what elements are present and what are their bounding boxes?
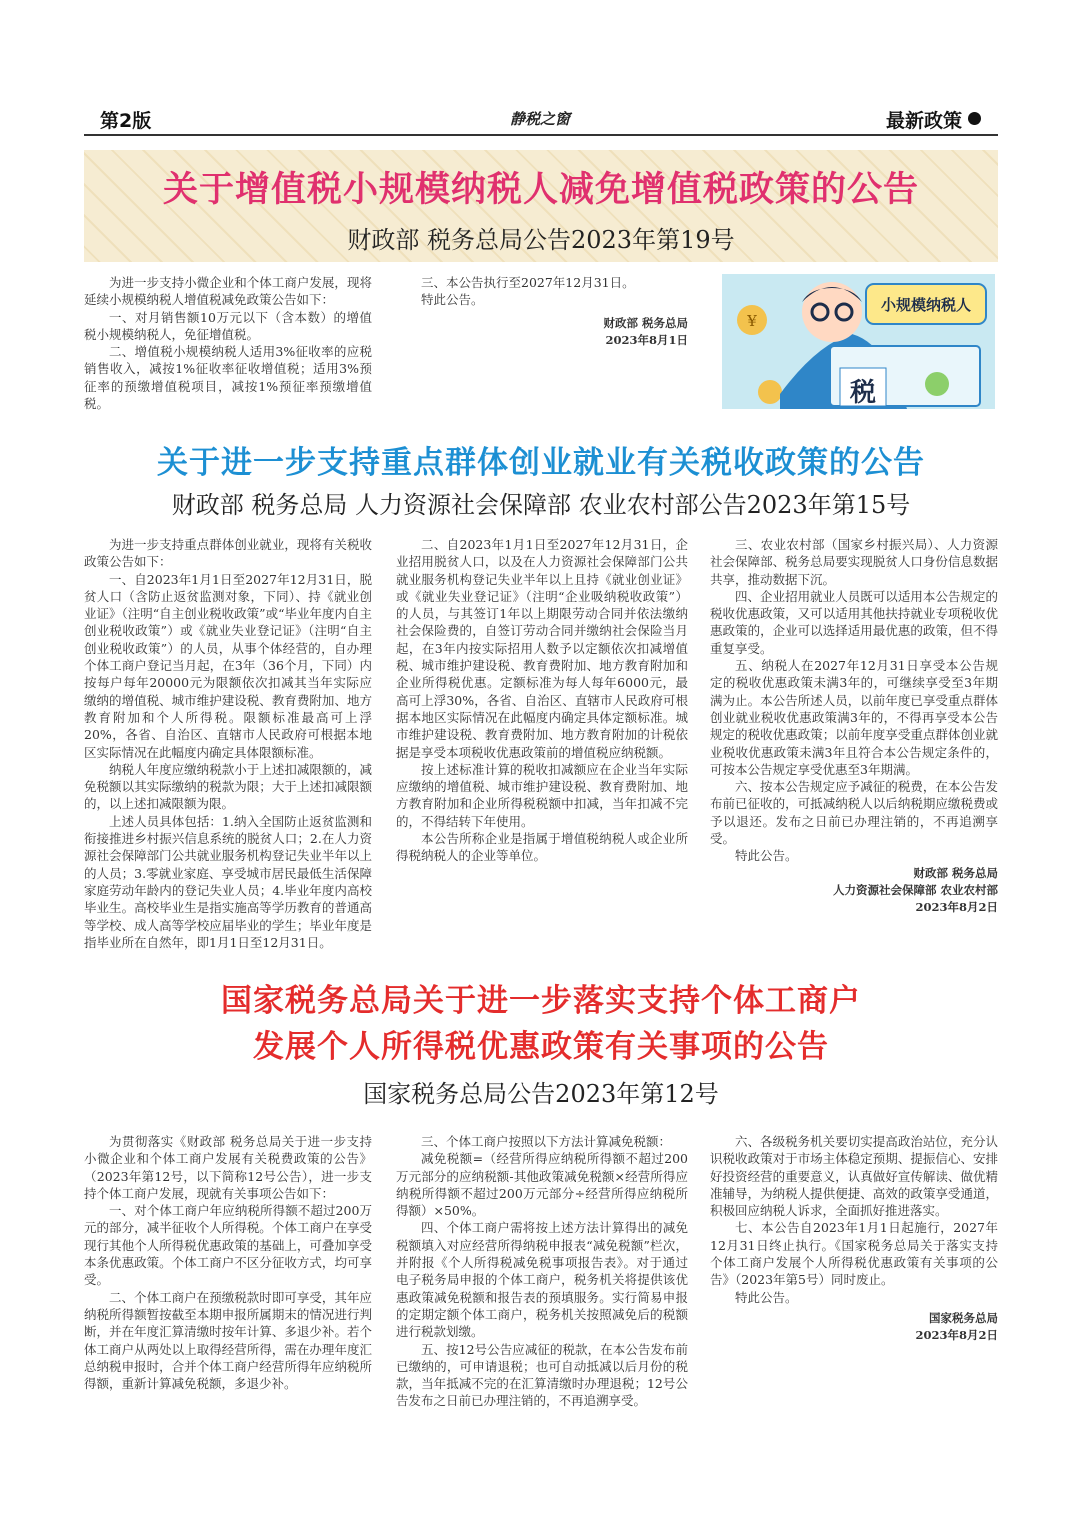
article1-column-1: [84, 274, 372, 412]
signature: 国家税务总局: [929, 1310, 998, 1325]
section-name: 最新政策: [885, 110, 962, 132]
signature: 人力资源社会保障部 农业农村部: [832, 882, 998, 897]
article2-subtitle: 财政部 税务总局 人力资源社会保障部 农业农村部公告2023年第15号: [171, 491, 911, 519]
paragraph: 特此公告。: [421, 292, 484, 308]
paragraph: 为进一步支持重点群体创业就业，现将有关税收政策公告如下：: [84, 537, 372, 570]
article1-column-2: [396, 274, 688, 349]
article2-column-2: [396, 536, 688, 865]
paragraph: 六、各级税务机关要切实提高政治站位，充分认识税收政策对于市场主体稳定预期、提振信心、安排好投资经营的重要意义，认真做好宣传解读、做优精准辅导，为纳税人提供便捷、高效的政策享受通道，积极回应纳税人诉求，全面抓好推进落实。: [710, 1134, 998, 1219]
paragraph: 上述人员具体包括：1.纳入全国防止返贫监测和衔接推进乡村振兴信息系统的脱贫人口；2.在人力资源社会保障部门公共就业服务机构登记失业半年以上的人员；3.零就业家庭、享受城市居民最低生活保障家庭劳动年龄内的登记失业人员；4.毕业年度内高校毕业生。高校毕业生是指实施高等学历教育的普通高等学校、成人高等学校应届毕业的学生；毕业年度是指毕业所在自然年，即1月1日至12月31日。: [84, 813, 372, 950]
signature-date: 2023年8月2日: [915, 900, 998, 915]
signature-date: 2023年8月2日: [915, 1328, 998, 1343]
page-number: 第2版: [100, 110, 152, 132]
paragraph: 按上述标准计算的税收扣减额应在企业当年实际应缴纳的增值税、城市维护建设税、教育费附加、地方教育附加和企业所得税税额中扣减，当年扣减不完的，不得结转下年使用。: [396, 761, 688, 829]
paragraph: 纳税人年度应缴纳税款小于上述扣减限额的，减免税额以其实际缴纳的税款为限；大于上述扣减限额的，以上述扣减限额为限。: [84, 761, 372, 812]
signature-date: 2023年8月1日: [605, 332, 688, 347]
paragraph: 一、自2023年1月1日至2027年12月31日，脱贫人口（含防止返贫监测对象，下同）、持《就业创业证》（注明“自主创业税收政策”或“毕业年度内自主创业税收政策”）或《就业失业登记证》（注明“自主创业税收政策”）的人员，从事个体经营的，自办理个体工商户登记当月起，在3年（36个月，下同）内按每户每年20000元为限额依次扣减其当年实际应缴纳的增值税、城市维护建设税、教育费附加、地方教育附加和个人所得税。限额标准最高可上浮20%，各省、自治区、直辖市人民政府可根据本地区实际情况在此幅度内确定具体限额标准。: [84, 571, 372, 760]
paragraph: 二、自2023年1月1日至2027年12月31日，企业招用脱贫人口，以及在人力资源社会保障部门公共就业服务机构登记失业半年以上且持《就业创业证》或《就业失业登记证》（注明“企业吸纳税收政策”）的人员，与其签订1年以上期限劳动合同并依法缴纳社会保险费的，自签订劳动合同并缴纳社会保险当月起，在3年内按实际招用人数予以定额依次扣减增值税、城市维护建设税、教育费附加、地方教育附加和企业所得税优惠。定额标准为每人每年6000元，最高可上浮30%，各省、自治区、直辖市人民政府可根据本地区实际情况在此幅度内确定具体定额标准。城市维护建设税、教育费附加、地方教育附加的计税依据是享受本项税收优惠政策前的增值税应纳税额。: [396, 537, 688, 760]
masthead: 静税之窗: [509, 110, 570, 128]
paragraph: 为贯彻落实《财政部 税务总局关于进一步支持小微企业和个体工商户发展有关税费政策的公告》（2023年第12号，以下简称12号公告），进一步支持个体工商户发展，现就有关事项公告如下：: [84, 1134, 372, 1201]
article3-column-2: [396, 1133, 688, 1410]
paragraph: 三、个体工商户按照以下方法计算减免税额：: [421, 1134, 672, 1149]
article1-title: 关于增值税小规模纳税人减免增值税政策的公告: [162, 170, 919, 210]
article2-title: 关于进一步支持重点群体创业就业有关税收政策的公告: [157, 445, 925, 481]
article2-column-3: [710, 536, 998, 917]
paragraph: 六、按本公告规定应予减征的税费，在本公告发布前已征收的，可抵减纳税人以后纳税期应缴税费或予以退还。发布之日前已办理注销的，不再追溯享受。: [710, 779, 998, 847]
signature: 财政部 税务总局: [913, 865, 998, 880]
article3-column-1: [84, 1133, 372, 1392]
paragraph: 特此公告。: [735, 1289, 798, 1305]
paragraph: 五、按12号公告应减征的税款，在本公告发布前已缴纳的，可申请退税；也可自动抵减以后月份的税款，当年抵减不完的在汇算清缴时办理退税；12号公告发布之日前已办理注销的，不再追溯享受。: [396, 1341, 688, 1409]
illustration-label: 小规模纳税人: [880, 296, 971, 314]
paragraph: 四、企业招用就业人员既可以适用本公告规定的税收优惠政策，又可以适用其他扶持就业专项税收优惠政策的，企业可以选择适用最优惠的政策，但不得重复享受。: [710, 588, 998, 656]
paragraph: 三、农业农村部（国家乡村振兴局）、人力资源社会保障部、税务总局要实现脱贫人口身份信息数据共享，推动数据下沉。: [710, 537, 998, 587]
article3-title: [84, 978, 998, 1070]
signature: 财政部 税务总局: [603, 315, 688, 330]
paragraph: 三、本公告执行至2027年12月31日。: [421, 275, 635, 290]
article3-title-line-1: 国家税务总局关于进一步落实支持个体工商户: [221, 983, 861, 1019]
bullet-dot-icon: [968, 112, 981, 125]
svg-text:¥: ¥: [747, 312, 757, 330]
tax-badge: 税: [849, 378, 876, 408]
article2-column-1: [84, 536, 372, 951]
paragraph: 二、增值税小规模纳税人适用3%征收率的应税销售收入，减按1%征收率征收增值税；适用3%预征率的预缴增值税项目，减按1%预征率预缴增值税。: [84, 344, 372, 412]
paragraph: 一、对月销售额10万元以下（含本数）的增值税小规模纳税人，免征增值税。: [84, 309, 372, 342]
paragraph: 七、本公告自2023年1月1日起施行，2027年12月31日终止执行。《国家税务总局关于落实支持个体工商户发展个人所得税优惠政策有关事项的公告》（2023年第5号）同时废止。: [710, 1220, 998, 1288]
article3-column-3: [710, 1133, 998, 1345]
paragraph: 减免税额=（经营所得应纳税所得额不超过200万元部分的应纳税额-其他政策减免税额×经营所得应纳税所得额不超过200万元部分÷经营所得应纳税所得额）×50%。: [396, 1151, 688, 1219]
paragraph: 特此公告。: [735, 848, 798, 864]
article1-subtitle: 财政部 税务总局公告2023年第19号: [347, 226, 735, 254]
article3-title-line-2: 发展个人所得税优惠政策有关事项的公告: [253, 1029, 829, 1065]
paragraph: 一、对个体工商户年应纳税所得额不超过200万元的部分，减半征收个人所得税。个体工商户在享受现行其他个人所得税优惠政策的基础上，可叠加享受本条优惠政策。个体工商户不区分征收方式，均可享受。: [84, 1203, 372, 1288]
paragraph: 二、个体工商户在预缴税款时即可享受，其年应纳税所得额暂按截至本期申报所属期末的情况进行判断，并在年度汇算清缴时按年计算、多退少补。若个体工商户从两处以上取得经营所得，需在办理年度汇总纳税申报时，合并个体工商户经营所得年应纳税所得额，重新计算减免税额，多退少补。: [84, 1289, 372, 1392]
paragraph: 本公告所称企业是指属于增值税纳税人或企业所得税纳税人的企业等单位。: [396, 831, 688, 864]
paragraph: 四、个体工商户需将按上述方法计算得出的减免税额填入对应经营所得纳税申报表“减免税额”栏次，并附报《个人所得税减免税事项报告表》。对于通过电子税务局申报的个体工商户，税务机关将提供该优惠政策减免税额和报告表的预填服务。实行简易申报的定期定额个体工商户，税务机关按照减免后的税额进行税款划缴。: [396, 1220, 688, 1340]
paragraph: 五、纳税人在2027年12月31日享受本公告规定的税收优惠政策未满3年的，可继续享受至3年期满为止。本公告所述人员，以前年度已享受重点群体创业就业税收优惠政策满3年的，不得再享受本公告规定的税收优惠政策；以前年度享受重点群体创业就业税收优惠政策未满3年且符合本公告规定条件的，可按本公告规定享受优惠至3年期满。: [710, 658, 998, 777]
article3-subtitle: 国家税务总局公告2023年第12号: [363, 1080, 719, 1108]
paragraph: 为进一步支持小微企业和个体工商户发展，现将延续小规模纳税人增值税减免政策公告如下：: [84, 275, 372, 308]
article1-illustration: [722, 274, 995, 409]
